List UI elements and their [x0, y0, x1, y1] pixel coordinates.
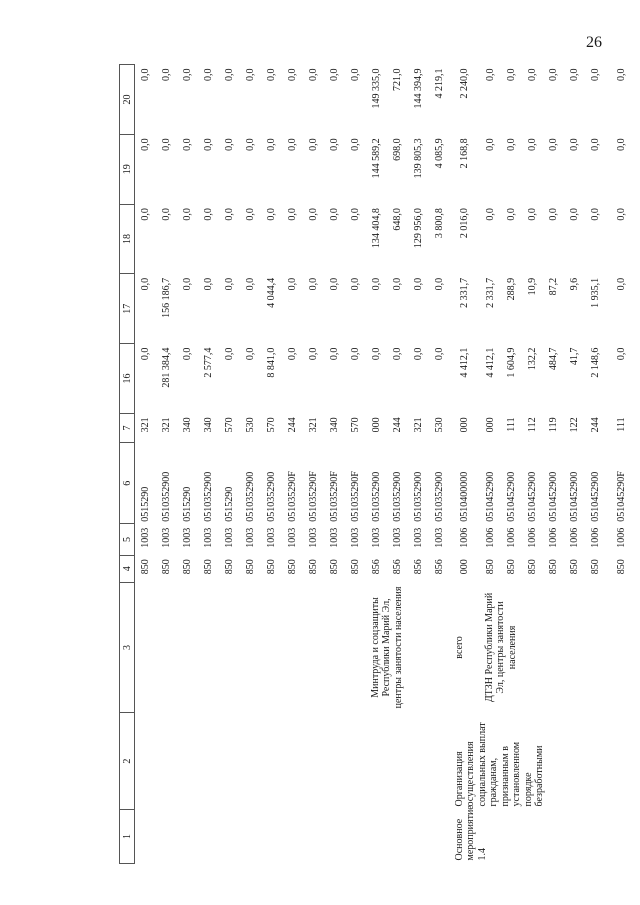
table-cell: 856 [391, 559, 403, 575]
table-cell: 112 [526, 417, 538, 433]
table-cell: 850 [526, 559, 538, 575]
table-cell: 0,0 [505, 208, 517, 221]
table-cell: 1006 [526, 527, 538, 548]
empty-cell-col2 [135, 713, 450, 810]
table-cell: 4 085,9 [433, 138, 445, 169]
table-cell: 1 935,1 [589, 277, 601, 308]
header-cell-20: 20 [120, 65, 135, 135]
table-cell: 340 [182, 417, 194, 433]
table-cell: 0,0 [484, 138, 496, 151]
executor-label: ДТЗН Республики Марий Эл, центры занятости населения [483, 592, 518, 703]
table-cell: 0,0 [307, 138, 319, 151]
table-cell: 0,0 [616, 68, 627, 81]
table-cell: 0,0 [616, 347, 627, 361]
table-cell: 0,0 [391, 347, 403, 361]
empty-cell-col1 [135, 809, 450, 863]
table-cell: 0,0 [547, 68, 559, 81]
table-cell: 0,0 [370, 347, 382, 361]
table-cell: 0,0 [349, 208, 361, 221]
table-cell: 156 186,7 [161, 277, 173, 318]
table-cell: 244 [589, 417, 601, 433]
table-cell: 0,0 [182, 68, 194, 81]
table-cell: 1006 [505, 527, 517, 548]
table-cell: 000 [459, 559, 471, 575]
table-cell: 570 [265, 417, 277, 433]
table-cell: 0,0 [244, 208, 256, 221]
table-cell: 0510352900 [202, 471, 214, 522]
table-cell: 0,0 [526, 208, 538, 221]
header-cell-19: 19 [120, 134, 135, 204]
table-cell: 000 [370, 417, 382, 433]
table-cell: 4 412,1 [459, 347, 471, 378]
table-cell: 0510452900 [589, 471, 601, 522]
table-cell: 2 331,7 [459, 277, 471, 308]
table-cell: 850 [568, 559, 580, 575]
table-cell: 0,0 [182, 138, 194, 151]
table-cell: 850 [202, 559, 214, 575]
table-cell: 321 [412, 417, 424, 433]
table-cell: 1003 [244, 527, 256, 548]
table-cell: 0510352900 [161, 471, 173, 522]
table-row [135, 65, 157, 864]
table-cell: 0515290 [182, 486, 194, 522]
table-cell: 1006 [589, 527, 601, 548]
table-cell: 2 168,8 [459, 138, 471, 169]
table-cell: 1006 [568, 527, 580, 548]
table-cell: 570 [349, 417, 361, 433]
table-cell: 1003 [223, 527, 235, 548]
table-cell: 0,0 [223, 208, 235, 221]
table-cell: 0,0 [140, 68, 152, 81]
table-cell: 321 [140, 417, 152, 433]
table-cell: 10,9 [526, 277, 538, 296]
table-cell: 0,0 [286, 68, 298, 81]
table-cell: 1006 [484, 527, 496, 548]
table-cell: 0,0 [265, 68, 277, 81]
table-cell: 0,0 [140, 277, 152, 291]
table-cell: 149 335,0 [370, 68, 382, 109]
table-cell: 0,0 [589, 138, 601, 151]
table-cell: 850 [265, 559, 277, 575]
table-cell: 9,6 [568, 277, 580, 291]
table-cell: 0510352900 [433, 471, 445, 522]
table-cell: 051035290F [286, 471, 298, 522]
table-cell: 1003 [182, 527, 194, 548]
table-cell: 850 [328, 559, 340, 575]
table-cell: 0,0 [328, 347, 340, 361]
table-cell: 0,0 [328, 68, 340, 81]
table-cell: 0,0 [286, 138, 298, 151]
total-label: всего [453, 636, 465, 659]
table-cell: 0510352900 [265, 471, 277, 522]
table-cell: 0,0 [589, 208, 601, 221]
table-cell: 850 [616, 559, 627, 575]
table-cell: 0,0 [140, 138, 152, 151]
table-cell: 0,0 [328, 277, 340, 291]
table-cell: 1003 [433, 527, 445, 548]
table-cell: 0,0 [307, 347, 319, 361]
table-cell: 4 219,1 [433, 68, 445, 99]
table-cell: 0,0 [526, 138, 538, 151]
table-cell: 0510352900 [412, 471, 424, 522]
table-cell: 0,0 [223, 138, 235, 151]
table-cell: 340 [202, 417, 214, 433]
table-cell: 1003 [370, 527, 382, 548]
table-cell: 850 [182, 559, 194, 575]
table-cell: 119 [547, 417, 559, 433]
table-cell: 850 [589, 559, 601, 575]
header-cell-1: 1 [120, 809, 135, 863]
table-cell: 87,2 [547, 277, 559, 296]
table-cell: 1006 [459, 527, 471, 548]
table-cell: 132,2 [526, 347, 538, 371]
table-cell: 144 589,2 [370, 138, 382, 179]
table-cell: 0,0 [223, 277, 235, 291]
table-cell: 134 404,8 [370, 208, 382, 249]
table-cell: 0,0 [286, 208, 298, 221]
table-cell: 1006 [616, 527, 627, 548]
table-cell: 1 604,9 [505, 347, 517, 378]
table-cell: 0510400000 [459, 471, 471, 522]
table-cell: 1003 [202, 527, 214, 548]
table-cell: 0,0 [547, 208, 559, 221]
table-cell: 0,0 [244, 347, 256, 361]
table-cell: 2 577,4 [202, 347, 214, 378]
table-cell: 0,0 [223, 68, 235, 81]
table-cell: 111 [505, 417, 517, 432]
table-cell: 1003 [349, 527, 361, 548]
table-cell: 0,0 [286, 347, 298, 361]
table-cell: 2 240,0 [459, 68, 471, 99]
table-cell: 0,0 [307, 208, 319, 221]
table-cell: 0,0 [161, 68, 173, 81]
table-cell: 0515290 [140, 486, 152, 522]
table-cell: 0,0 [349, 277, 361, 291]
table-cell: 850 [505, 559, 517, 575]
table-cell: 0,0 [616, 138, 627, 151]
table-cell: 484,7 [547, 347, 559, 371]
table-cell: 648,0 [391, 208, 403, 231]
budget-table [119, 64, 627, 864]
table-cell: 340 [328, 417, 340, 433]
table-cell: 051035290F [328, 471, 340, 522]
table-row [450, 65, 480, 864]
header-cell-3: 3 [120, 582, 135, 713]
table-cell: 1003 [412, 527, 424, 548]
table-cell: 0,0 [202, 68, 214, 81]
table-cell: 0,0 [616, 277, 627, 291]
table-cell: 856 [412, 559, 424, 575]
table-cell: 0510352900 [370, 471, 382, 522]
table-cell: 721,0 [391, 68, 403, 91]
table-cell: 0,0 [568, 138, 580, 151]
table-cell: 244 [286, 417, 298, 433]
table-cell: 0,0 [589, 68, 601, 81]
table-cell: 000 [459, 417, 471, 433]
table-cell: 1006 [547, 527, 559, 548]
table-cell: 0,0 [244, 277, 256, 291]
table-cell: 0,0 [370, 277, 382, 291]
table-cell: 0,0 [568, 208, 580, 221]
table-cell: 3 800,8 [433, 208, 445, 239]
table-cell: 530 [433, 417, 445, 433]
table-cell: 0,0 [433, 277, 445, 291]
table-cell: 1003 [391, 527, 403, 548]
table-cell: 0,0 [505, 138, 517, 151]
table-cell: 0,0 [182, 347, 194, 361]
table-cell: 244 [391, 417, 403, 433]
table-cell: 0,0 [568, 68, 580, 81]
table-cell: 0510352900 [244, 471, 256, 522]
table-cell: 0510452900 [526, 471, 538, 522]
table-cell: 0,0 [161, 138, 173, 151]
table-cell: 0,0 [526, 68, 538, 81]
budget-table-rotated [119, 64, 627, 864]
table-cell: 144 394,9 [412, 68, 424, 109]
table-cell: 850 [244, 559, 256, 575]
table-cell: 0,0 [307, 68, 319, 81]
table-cell: 698,0 [391, 138, 403, 161]
table-cell: 850 [286, 559, 298, 575]
table-cell: 850 [223, 559, 235, 575]
table-cell: 850 [161, 559, 173, 575]
table-cell: 0,0 [391, 277, 403, 291]
table-cell: 0,0 [182, 277, 194, 291]
table-cell: 2 331,7 [484, 277, 496, 308]
table-cell: 0,0 [484, 68, 496, 81]
header-cell-6: 6 [120, 443, 135, 524]
table-cell: 0,0 [202, 208, 214, 221]
table-cell: 4 044,4 [265, 277, 277, 308]
table-cell: 0,0 [484, 208, 496, 221]
table-cell: 850 [547, 559, 559, 575]
table-cell: 051035290F [349, 471, 361, 522]
table-cell: 0510452900 [568, 471, 580, 522]
table-cell: 4 412,1 [484, 347, 496, 378]
table-cell: 850 [140, 559, 152, 575]
table-cell: 321 [161, 417, 173, 433]
table-cell: 0,0 [412, 277, 424, 291]
table-cell: 0,0 [244, 68, 256, 81]
table-cell: 051045290F [616, 471, 627, 522]
table-cell: 0,0 [223, 347, 235, 361]
table-cell: 1003 [161, 527, 173, 548]
table-cell: 850 [349, 559, 361, 575]
table-cell: 0,0 [328, 208, 340, 221]
table-cell: 281 384,4 [161, 347, 173, 388]
page-number: 26 [586, 34, 602, 51]
table-cell: 288,9 [505, 277, 517, 301]
measure-description: Организация осуществления социальных выплат гражданам, признанным в установленном порядке безработными [453, 722, 546, 807]
table-cell: 0510452900 [547, 471, 559, 522]
table-cell: 0,0 [202, 277, 214, 291]
table-cell: 0,0 [547, 138, 559, 151]
executor-label: Минтруда и соцзащиты Республики Марий Эл, центры занятости населения [369, 586, 404, 709]
table-cell: 1003 [140, 527, 152, 548]
table-cell: 0,0 [140, 347, 152, 361]
table-cell: 051035290F [307, 471, 319, 522]
table-cell: 0,0 [140, 208, 152, 221]
table-cell: 0510452900 [505, 471, 517, 522]
table-cell: 0,0 [265, 208, 277, 221]
table-cell: 0,0 [349, 68, 361, 81]
table-cell: 2 016,0 [459, 208, 471, 239]
header-cell-7: 7 [120, 413, 135, 442]
table-cell: 0,0 [349, 347, 361, 361]
empty-cell-col3 [135, 582, 366, 713]
table-cell: 8 841,0 [265, 347, 277, 378]
table-cell: 1003 [328, 527, 340, 548]
header-cell-4: 4 [120, 555, 135, 582]
table-cell: 850 [307, 559, 319, 575]
table-cell: 570 [223, 417, 235, 433]
table-cell: 856 [433, 559, 445, 575]
table-cell: 1003 [286, 527, 298, 548]
table-cell: 111 [616, 417, 627, 432]
table-cell: 0,0 [505, 68, 517, 81]
table-cell: 856 [370, 559, 382, 575]
table-cell: 0,0 [182, 208, 194, 221]
header-cell-2: 2 [120, 713, 135, 810]
header-cell-5: 5 [120, 524, 135, 556]
measure-name: Основное мероприятие 1.4 [453, 805, 488, 861]
table-cell: 321 [307, 417, 319, 433]
table-cell: 0,0 [202, 138, 214, 151]
table-cell: 530 [244, 417, 256, 433]
table-cell: 0,0 [328, 138, 340, 151]
table-cell: 0510452900 [484, 471, 496, 522]
header-cell-16: 16 [120, 344, 135, 414]
table-cell: 0,0 [349, 138, 361, 151]
header-cell-18: 18 [120, 204, 135, 274]
table-cell: 0515290 [223, 486, 235, 522]
table-cell: 0,0 [265, 138, 277, 151]
table-cell: 122 [568, 417, 580, 433]
table-cell: 0,0 [616, 208, 627, 221]
table-cell: 0,0 [286, 277, 298, 291]
table-cell: 41,7 [568, 347, 580, 366]
table-cell: 0,0 [244, 138, 256, 151]
header-cell-17: 17 [120, 274, 135, 344]
table-cell: 129 956,0 [412, 208, 424, 249]
table-cell: 0,0 [433, 347, 445, 361]
table-cell: 000 [484, 417, 496, 433]
table-cell: 0510352900 [391, 471, 403, 522]
table-cell: 0,0 [412, 347, 424, 361]
table-cell: 0,0 [307, 277, 319, 291]
table-cell: 850 [484, 559, 496, 575]
table-cell: 1003 [307, 527, 319, 548]
table-header-row [120, 65, 135, 864]
table-cell: 139 805,3 [412, 138, 424, 179]
table-cell: 1003 [265, 527, 277, 548]
table-cell: 0,0 [161, 208, 173, 221]
table-cell: 2 148,6 [589, 347, 601, 378]
